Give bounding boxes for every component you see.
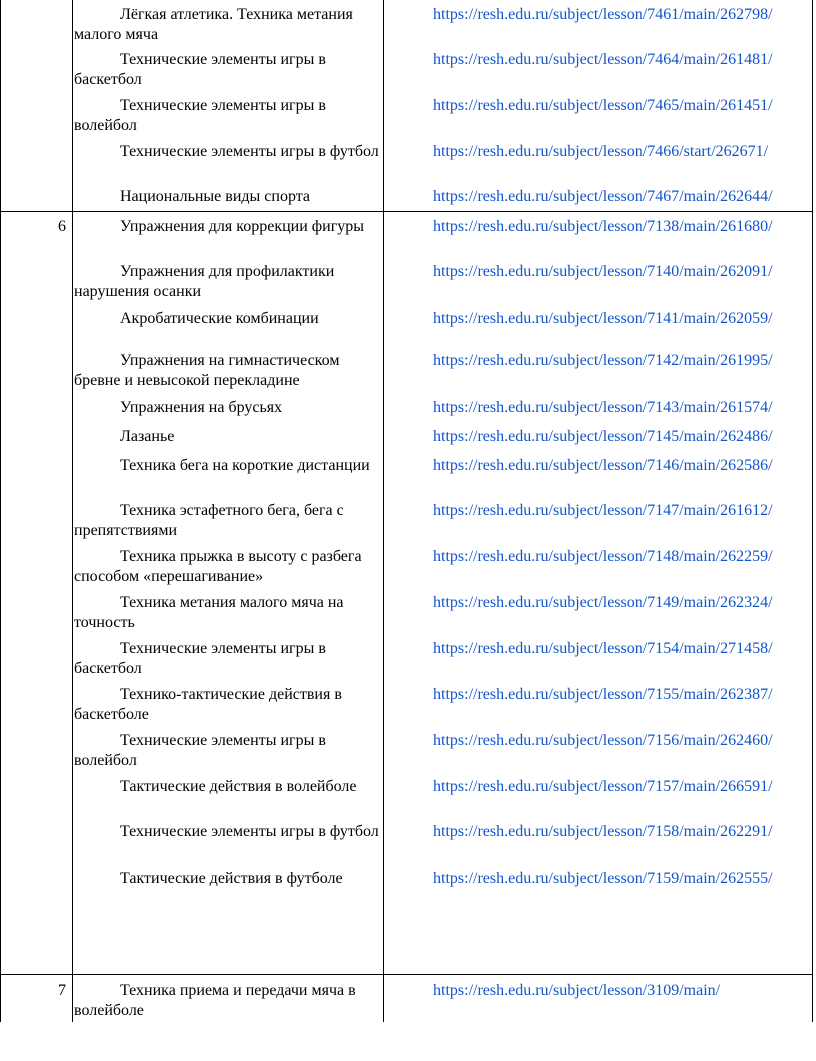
grade-cell: 7 (58, 982, 66, 999)
lesson-link[interactable]: https://resh.edu.ru/subject/lesson/7156/main/262460/ (433, 732, 773, 749)
grade-cell: 6 (58, 218, 66, 235)
topic-cell: Техника приема и передачи мяча в волейболе (74, 982, 356, 1019)
lesson-link[interactable]: https://resh.edu.ru/subject/lesson/3109/main/ (433, 982, 721, 999)
lesson-link[interactable]: https://resh.edu.ru/subject/lesson/7466/start/262671/ (433, 143, 769, 160)
lesson-link[interactable]: https://resh.edu.ru/subject/lesson/7159/main/262555/ (433, 870, 773, 887)
lesson-link[interactable]: https://resh.edu.ru/subject/lesson/7465/main/261451/ (433, 97, 773, 114)
lesson-link[interactable]: https://resh.edu.ru/subject/lesson/7155/main/262387/ (433, 686, 773, 703)
topic-cell: Упражнения для профилактики нарушения осанки (74, 263, 335, 300)
topic-cell: Лёгкая атлетика. Техника метания малого мяча (74, 6, 353, 43)
topic-cell: Национальные виды спорта (120, 188, 311, 205)
topic-cell: Упражнения на брусьях (120, 399, 283, 416)
topic-cell: Техника метания малого мяча на точность (74, 594, 344, 631)
topic-cell: Техника бега на короткие дистанции (120, 457, 370, 474)
lesson-link[interactable]: https://resh.edu.ru/subject/lesson/7142/main/261995/ (433, 352, 773, 369)
topic-cell: Техника эстафетного бега, бега с препятствиями (74, 502, 344, 539)
topic-cell: Технические элементы игры в баскетбол (74, 640, 326, 677)
row-separator-grade-7 (0, 974, 813, 975)
topic-cell: Техника прыжка в высоту с разбега способом «перешагивание» (74, 548, 362, 585)
lesson-link[interactable]: https://resh.edu.ru/subject/lesson/7140/main/262091/ (433, 263, 773, 280)
topic-cell: Технические элементы игры в волейбол (74, 732, 326, 769)
topic-cell: Упражнения на гимнастическом бревне и невысокой перекладине (74, 352, 340, 389)
topic-cell: Лазанье (120, 428, 175, 445)
lesson-link[interactable]: https://resh.edu.ru/subject/lesson/7148/main/262259/ (433, 548, 773, 565)
topic-cell: Тактические действия в футболе (120, 870, 343, 887)
table-border-grade (72, 0, 73, 1022)
topic-cell: Технические элементы игры в волейбол (74, 97, 326, 134)
table-border-topic (383, 0, 384, 1022)
topic-cell: Технико-тактические действия в баскетболе (74, 686, 342, 723)
lesson-link[interactable]: https://resh.edu.ru/subject/lesson/7158/main/262291/ (433, 823, 773, 840)
topic-cell: Технические элементы игры в баскетбол (74, 51, 326, 88)
lesson-link[interactable]: https://resh.edu.ru/subject/lesson/7467/main/262644/ (433, 188, 773, 205)
lesson-link[interactable]: https://resh.edu.ru/subject/lesson/7464/main/261481/ (433, 51, 773, 68)
topic-cell: Технические элементы игры в футбол (120, 823, 379, 840)
lesson-link[interactable]: https://resh.edu.ru/subject/lesson/7157/main/266591/ (433, 778, 773, 795)
topic-cell: Акробатические комбинации (120, 310, 319, 327)
lesson-link[interactable]: https://resh.edu.ru/subject/lesson/7141/main/262059/ (433, 310, 773, 327)
lesson-link[interactable]: https://resh.edu.ru/subject/lesson/7138/main/261680/ (433, 218, 773, 235)
lesson-link[interactable]: https://resh.edu.ru/subject/lesson/7143/main/261574/ (433, 399, 773, 416)
table-border-left (0, 0, 1, 1022)
topic-cell: Технические элементы игры в футбол (120, 143, 379, 160)
lesson-link[interactable]: https://resh.edu.ru/subject/lesson/7147/main/261612/ (433, 502, 773, 519)
topic-cell: Упражнения для коррекции фигуры (120, 218, 365, 235)
row-separator-grade-6 (0, 211, 813, 212)
lesson-link[interactable]: https://resh.edu.ru/subject/lesson/7154/main/271458/ (433, 640, 773, 657)
lesson-link[interactable]: https://resh.edu.ru/subject/lesson/7145/main/262486/ (433, 428, 773, 445)
topic-cell: Тактические действия в волейболе (120, 778, 357, 795)
lesson-link[interactable]: https://resh.edu.ru/subject/lesson/7461/main/262798/ (433, 6, 773, 23)
table-border-right (812, 0, 813, 1022)
lesson-link[interactable]: https://resh.edu.ru/subject/lesson/7146/main/262586/ (433, 457, 773, 474)
lesson-link[interactable]: https://resh.edu.ru/subject/lesson/7149/main/262324/ (433, 594, 773, 611)
